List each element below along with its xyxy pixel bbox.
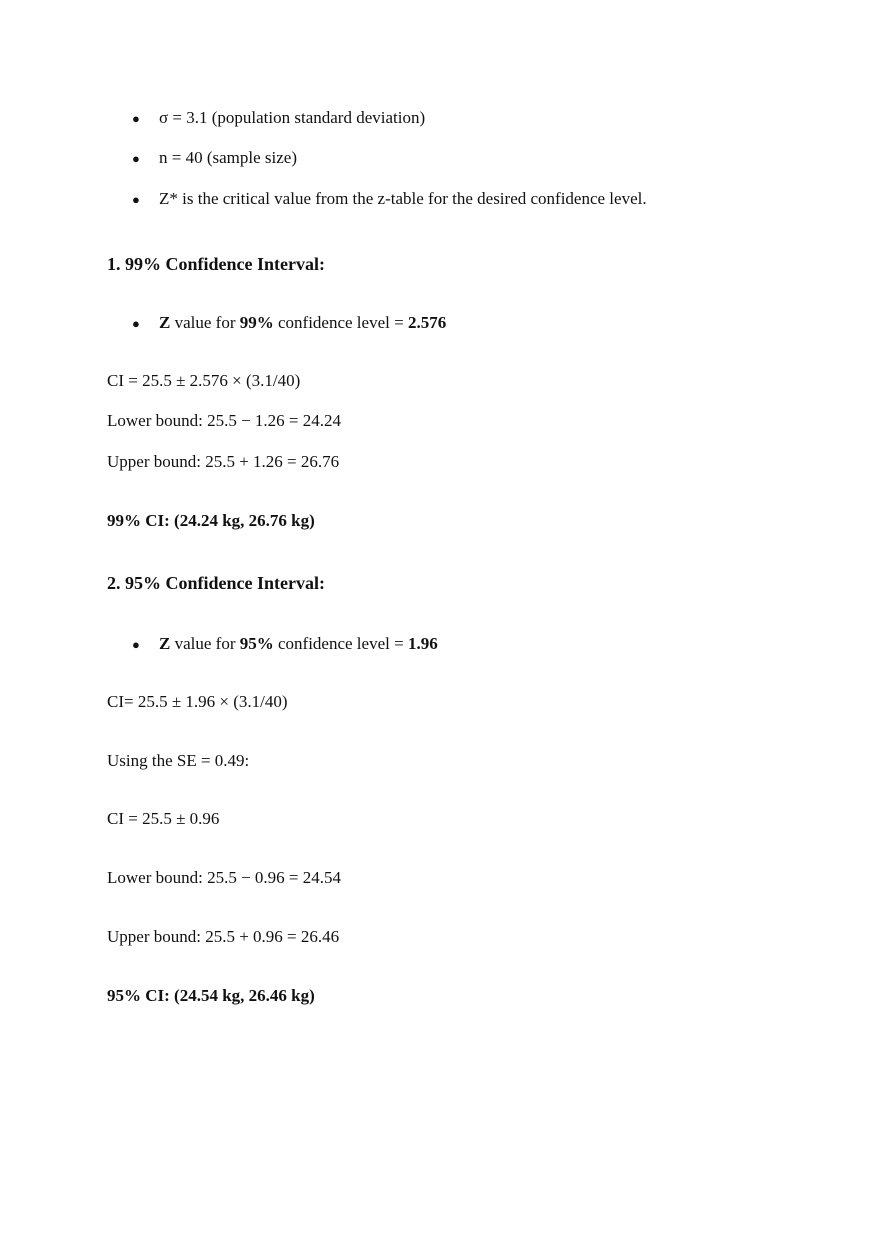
upper-bound: Upper bound: 25.5 + 1.26 = 26.76	[107, 452, 340, 471]
bullet-item	[132, 189, 647, 210]
formula-line: CI= 25.5 ± 1.96 × (3.1/40)	[107, 692, 288, 711]
section-heading: 1. 99% Confidence Interval:	[107, 254, 325, 274]
ci-result: 95% CI: (24.54 kg, 26.46 kg)	[107, 986, 315, 1005]
z-value: 1.96	[407, 634, 438, 653]
bullet-item	[132, 148, 297, 169]
text: value for	[170, 313, 240, 332]
text: confidence level =	[273, 313, 408, 332]
bullet-text: Z* is the critical value from the z-table for the desired confidence level.	[159, 189, 647, 208]
bullet-icon: ●	[132, 111, 140, 126]
level: 99%	[239, 313, 274, 332]
z-value-bullet	[132, 634, 438, 655]
bullet-icon: ●	[132, 316, 140, 331]
bullet-text: n = 40 (sample size)	[159, 148, 297, 167]
level: 95%	[239, 634, 274, 653]
ci-line: CI = 25.5 ± 0.96	[107, 809, 220, 828]
lower-bound: Lower bound: 25.5 − 1.26 = 24.24	[107, 411, 342, 430]
bullet-item	[132, 108, 425, 129]
text: confidence level =	[273, 634, 408, 653]
bullet-text: σ = 3.1 (population standard deviation)	[159, 108, 426, 127]
z-value: 2.576	[407, 313, 447, 332]
z-value-bullet	[132, 313, 446, 334]
z-label: Z	[159, 634, 171, 653]
z-label: Z	[159, 313, 171, 332]
lower-bound: Lower bound: 25.5 − 0.96 = 24.54	[107, 868, 342, 887]
upper-bound: Upper bound: 25.5 + 0.96 = 26.46	[107, 927, 340, 946]
bullet-icon: ●	[132, 151, 140, 166]
bullet-icon: ●	[132, 637, 140, 652]
formula-line: CI = 25.5 ± 2.576 × (3.1/40)	[107, 371, 301, 390]
text: value for	[170, 634, 240, 653]
se-line: Using the SE = 0.49:	[107, 751, 250, 770]
ci-result: 99% CI: (24.24 kg, 26.76 kg)	[107, 511, 315, 530]
section-heading: 2. 95% Confidence Interval:	[107, 573, 325, 593]
bullet-icon: ●	[132, 192, 140, 207]
